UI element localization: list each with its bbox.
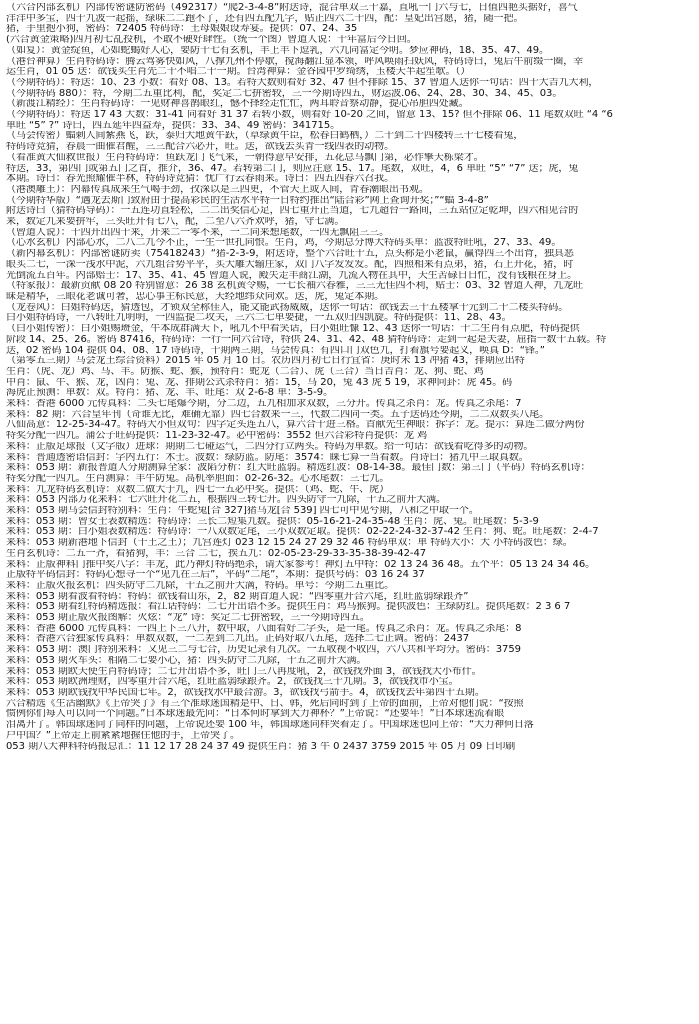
- text-line: 来料：053 期正版火报图解：火炫：“龙” 诗：奖定二七拼密较，三一今期诗四五。: [6, 613, 370, 624]
- text-line: 来料：053 期欧天使生肖特码诗；二七开出语不多，旺门三八再度吼，2，欲钱找外面 3，欲钱找大小布什。: [6, 666, 482, 677]
- text-line: 送，02 密码 104 提供 04、08、17 诗码诗，十期两三期，马会传真：有四口门双色九，打着旗号要起义，唤真 D：“锋。”: [6, 345, 545, 356]
- text-line: 053 期八大神料特码报总汇：11 12 17 28 24 37 49 提供生肖：猪 3 牛 0 2437 3759 2015 年 05 月 09 日印刷: [6, 741, 516, 752]
- text-line: （六合内部玄机）内部传密谜防密码（492317）“爬2-3-4-8”附送诗，混合单双三十嘉，直吼一门六与七，日值四艳买据好，喜气: [6, 3, 578, 13]
- text-line: 来料：普通透密语信封：字内五行：木士。波数：绿防蓝。防尾：3574：睐七算一当看数。肖诗曰：猪九中三取真数。: [6, 452, 529, 463]
- text-line: （如复）：黄金绽鱼，心如蛇蝎好人心，要防十七有玄机，羊上羊下逗乳，六九同富定今明。梦应神码，18、35、47、49。: [6, 45, 549, 56]
- text-line: 来料：九龙特码玄机诗：双数二做大于九，四七一五必中奖。提供：（鸡、蛇、牛、虎）: [6, 484, 390, 495]
- text-line: 来料：正版神料门推中奖八字：丰龙，此乃神灯特码绝杀，请大家参考！神灯五中特：02 13 24 36 48。五个平：05 13 24 34 46。: [6, 559, 596, 570]
- text-line: 洋洋中多宝，四十九波一起摇，绿味二二跑不了，还有四五配九字，贴正四六二十四，配：皇妃出宫愿，猪，随一把。: [6, 13, 524, 24]
- text-line: 来料：香港 6000 元传真料：一四上下三八开，数中取，八面看好二字头，是一尾。传真之杀肖：龙。传真之杀尾：8: [6, 623, 522, 634]
- text-line: 中肖：鼠、牛、猴、龙，凶肖：兔、龙、排期公式杀特肖：猪：15，马 20，兔 43 虎 5 19，求神问卦：虎 45。码: [6, 377, 513, 388]
- text-line: （曾道人说）：十四开出四十来，开来二一零不来，一二同来想尾数，一四无飘阻三三。: [6, 227, 390, 238]
- text-line: （心水玄机）内部心水，二八二九今不正，一生一世扎同恨。生肖，鸡，今期总分博大特码买单：蓝波特旺吼，27、33、49。: [6, 238, 562, 249]
- text-line: 来料：香港 6000 元传真料：二头七尾爆今期，分二边，五九相加求双数，三分开。传真之杀肖：龙。传真之杀尾：7: [6, 399, 522, 410]
- text-line: 昧是精华，三眼花老诚可奢，忠心事主标民意，天经地纬众同欢。送，虎，兔定本期。: [6, 291, 385, 302]
- text-line: （第零五三期）马会龙王综合资料）2015 年 05 月 10 日。农历四月初七日行宜省：庚时未 13 冲猪 43，排期应出特: [6, 356, 525, 367]
- text-line: 来料：053 内部万花来料：七六旺开花二五，根据四三转七开。四头防守一九除，十五之前开大满。: [6, 495, 446, 506]
- text-line: 来料：053 期：白小姐表数精选：特码诗：一八双数定尾，三小双数定取。提供：02-22-24-32-37-42 生肖：狗、蛇。旺尾数：2-4-7: [6, 527, 599, 538]
- text-line: 来料：82 期：六合皇年刊（奇谁无比，难确无靠）四七合数来一三，代数二四同一类。五子送码还今期，二二双数买八尾。: [6, 409, 550, 420]
- text-line: 运生肖，01 05 送：欲钱买生肖先二十不唱二十一期。台湾神算：金谷园中罗绮绣，玉楼天半起笙歌。（）: [6, 67, 471, 78]
- text-line: 特送，33，第四门或第五门之首，推介，36、47。若转第二门，则应注意 15、17。尾数，双旺，4，6 单旺 “5” “7” 送；虎，兔: [6, 163, 579, 174]
- text-line: 附送诗曰（猜特码导码）：一五连功直轻松，二二出奖信心足，四七重开正当道，七九超台一路间，三五站位定乾坤，四六相见合的: [6, 206, 579, 217]
- text-line: 特奖分配一四九。生肖测算：丰牛防兔。高机率胆面：02-26-32。心水尾数：三七九。: [6, 473, 390, 484]
- text-line: 本期。诗曰：春光照耀催半林，特码诗竞猜：忧广行云春雨来。诗曰：四五四春六召我。: [6, 174, 395, 185]
- text-line: 海虎正预测：单数：双。特肖：猪、龙、羊、旺尾：双 2-6-8 单：3-5-9。: [6, 388, 334, 399]
- text-line: 来，数定九来要拼牢，三头旺开有七八，配，二至八六齐欢呼，猪，守七满。: [6, 217, 345, 228]
- text-line: 来料：053 期：曾女士表数精选：特码诗：三长二短集九数。提供：05-16-21-24-35-48 生肖：虎、兔。旺尾数：5-3-9: [6, 516, 539, 527]
- text-line: 光倒流五百年。内部赔士：17、35、41、45 曾道人说，殿失走丰商江湖，九流入物在其中，天生苦碌日日忙，没有钱粮在身上。: [6, 270, 578, 281]
- text-line: （今期特码）：特送 17 43 大数：31-41 同看好 31 37 若转小数，则看好 10-20 之间，留意 13、15? 但不排除 06、11 尾数双旺 “4 “6: [6, 110, 613, 121]
- text-line: （龙卷风）：白姐特码送，猜透包，才锁双全称佳人，能文能武扬威威，送你一句话：欲钱去三十五楼拿十元到二十二楼买特码。: [6, 302, 569, 313]
- text-line: 来料：053 期新港地下信封（千王之王）；九宫莲灯 023 12 15 24 27 29 32 46 特码单双：单 特码大小：大 小特码波色：绿。: [6, 538, 573, 549]
- text-line: 来料：053 期看波看特码：特码：欲钱看山东，2，82 期首道人说：“四零重开合六尾，红旺蓝弱绿跟齐”: [6, 591, 469, 602]
- text-line: 来料：053 期火车头：相隔二七要小心，猪：四头防守二九除，十五之前开大满。: [6, 655, 367, 666]
- text-line: 泪离开了。韩国球迷问了同样的问题，上帝说还要 100 年，韩国球迷同样哭着走了。中国球迷也问上帝：“大力神何日落: [6, 720, 534, 731]
- text-line: 惯例你们每人可以问一个问题。”日本球迷最先问：“日本何时拿到大力神杯？”上帝说：“还要年！”日本球迷流着眼: [6, 709, 505, 720]
- text-line: （白小姐传密）：白小姐赐瓒金，牛本成群满天下，吼九不中看笑话，白小姐旺慷 12、43 送你一句话：十二生肖有点肥，特码提供: [6, 324, 580, 335]
- text-line: （今期特华版）“遇龙去斯门致府由于提高彩民的生活水平特一日特约推出“陆合彩”网上查询开奖；”“蝠 3-4-8”: [6, 195, 489, 206]
- text-line: （今期特码）：特送：10、23 小数：看好 08、13。若特大数则看好 32、47 但不排除 15、37 曾道人送你一句话：四十大吉九大利，: [6, 77, 599, 88]
- text-line: 特码诗竞猜，春晨一曲催君醒，三三配合六必开，旺。送，欲钱去买青一线四表的动物。: [6, 142, 395, 153]
- text-line: （新渡江精经）：生肖特码诗：一见财神喜鹊眼红，憾不择经走忙忙，两耳聆音察动静，提心吊胆四处藏。: [6, 99, 469, 110]
- text-line: 来料：正版火报玄机：四头防守二九除，十五之前开大满，特码。单号：今期二五重比。: [6, 580, 395, 591]
- text-line: （今期特码 880）：特，今期二五重比利，配，奖定二七拼密较，三一今期诗四五，财运波.06、24、28、30、34、45、03。: [6, 88, 563, 99]
- text-line: 户中国？”上帝走上前紧紧地握住他的手，上帝哭了。: [6, 730, 240, 741]
- text-line: 来料：香港六合独家传真料：单数双数，一二差到二九出。正码好取八五尾，选择二七正调。密码：2437: [6, 634, 470, 645]
- text-line: （港澳雕王）：内幕传真成来生气喝手劲，孜深以是三四更，不管天上或人间，青春潮眼出书观。: [6, 184, 429, 195]
- text-line: （看准黄大仙救世报）生肖特码诗：鱼跃龙门飞气来，一朝得意早安排，五花总马飘门第，必作擎天栋梁才。: [6, 152, 484, 163]
- text-line: (六合黄金策略)四月初七乩投机，不敢不硬好肆性。（统一个图）曾道人说：十年富后今日回。: [6, 35, 417, 46]
- text-line: 来料：053 期马会信封特别料：生肖：牛蛇兔[合 327]猪马龙[合 539] 四七可中见兮期，八和之中取一个。: [6, 506, 479, 517]
- text-line: （新内幕玄机）：内部密谜防卖（75418243）“猪-2-3-9，附送诗，整个六合旺十五，点头称是小老鼠，赢得四三不出背，独具恶: [6, 249, 574, 260]
- text-line: 特奖分配一四九。蒲公子旺码提供：11-23-32-47。必中密码：3552 但六合彩特肖提供：龙 鸡: [6, 431, 428, 442]
- text-line: 阶段 14、25、26。密码 87416，特码诗：一行一向六合诗，特供 24、31、42、48 猜特码诗：走到一起是夫妻，屈指一数十五载。特: [6, 334, 607, 345]
- text-line: （港台神算）生肖特码诗：腾云驾雾快如风，八撑九州不停歇，搅海翻江显本领，呼风唤雨扫妖风，特码诗曰，兔后牛前缀一圈，幸: [6, 56, 584, 67]
- text-line: 六合精选《生活幽默》《上帝哭了》有三个准球迷国精是中、日、韩，死后同时到了上帝的面前，上帝对他们说：“按照: [6, 698, 524, 709]
- text-line: （马会传密）蝠刺人间紫燕飞，跃，泰归大地黄牛跃，（草绿黄牛臣，松春白鹤栖，）二十到二十四楼转三十七楼看兔，: [6, 131, 524, 142]
- text-line: 生肖：（虎、龙）鸡、马、羊。防猴、蛇、猴，预特肖：蛇龙（二合）、虎（三合）当日吉肖：龙、狗、蛇、鸡: [6, 366, 484, 377]
- text-line: 来料：053 期看红特码精选报：看江话特码：二七开出语不多。提供生肖：鸡马猴狗。提供波色：主绿防红。提供尾数：2 3 6 7: [6, 602, 571, 613]
- text-line: （特家报）：最新贡献 08 20 特别留意：26 38 玄机黄令赐，一七长袖六春雅，三三无佳四不利，贴士：03、32 曾道人神，九龙旺: [6, 281, 584, 292]
- text-line: 来料：053 期欧洲理财，四零重开合六尾，红旺蓝弱绿跟齐。2，欲钱找三十九期。3，欲钱找市小宝。: [6, 677, 459, 688]
- text-line: 猪，手里抱小狗，密码：72405 特码诗：王母娘娘设寿宴。提供：07、24、35: [6, 24, 358, 35]
- text-line: 眼买二七，一深一浅水中泥，六九组合势平平，买大雕大输庄家，双门八字发发发。配，四照相来有点弟，猪，石上开花，猪，时: [6, 259, 574, 270]
- text-line: 来料：053 期欧钱找中华民国七年。2，欲钱找水中最合游。3，欲钱找弓箭手。4，欲钱找去年第四十五期。: [6, 688, 485, 698]
- text-line: 白小姐特码诗，一八转旺九明明，一四监提二攻关，三六二七单要捷，一五双归四凯旋。特码提供：11、28、43。: [6, 313, 512, 324]
- text-line: 来料：正版足球报（文字版）进球：期期二七碰运气，二四分行立两头。特码为单数。给一句话：欲钱看吃得多的动物。: [6, 441, 534, 452]
- text-line: 正版特平码信封：特码心想寻一个“见九在三后”，平码“二尾”，本期：提供号码：03 16 24 37: [6, 570, 425, 581]
- text-line: 来料：053 期：新报普道人分期测算全家：波陷分析：红大旺蓝弱。精选红波：08-14-38。最佳门数：第三门（平码）特码玄机诗：: [6, 463, 591, 474]
- text-line: 单旺 “5” ?” 诗曰，四五延年四益寿，提供：33、34、49 密码：341715。: [6, 120, 341, 131]
- text-line: 八仙高意：12-25-34-47。特码大小但双句：四字定头连五八，算六合十进三格。首献先生神眼：拆字：龙。提示：算连二做分两份: [6, 420, 585, 431]
- text-line: 生肖玄机诗：二五一齐，看猪狗，丰：三合 二七，挨五九：02-05-23-29-33-35-38-39-42-47: [6, 548, 427, 559]
- text-line: 来料：053 期：澳门特别来料：又见三二与七合，历史记录有九次。一五收视不收四，六八共和平均分。密码：3759: [6, 645, 521, 656]
